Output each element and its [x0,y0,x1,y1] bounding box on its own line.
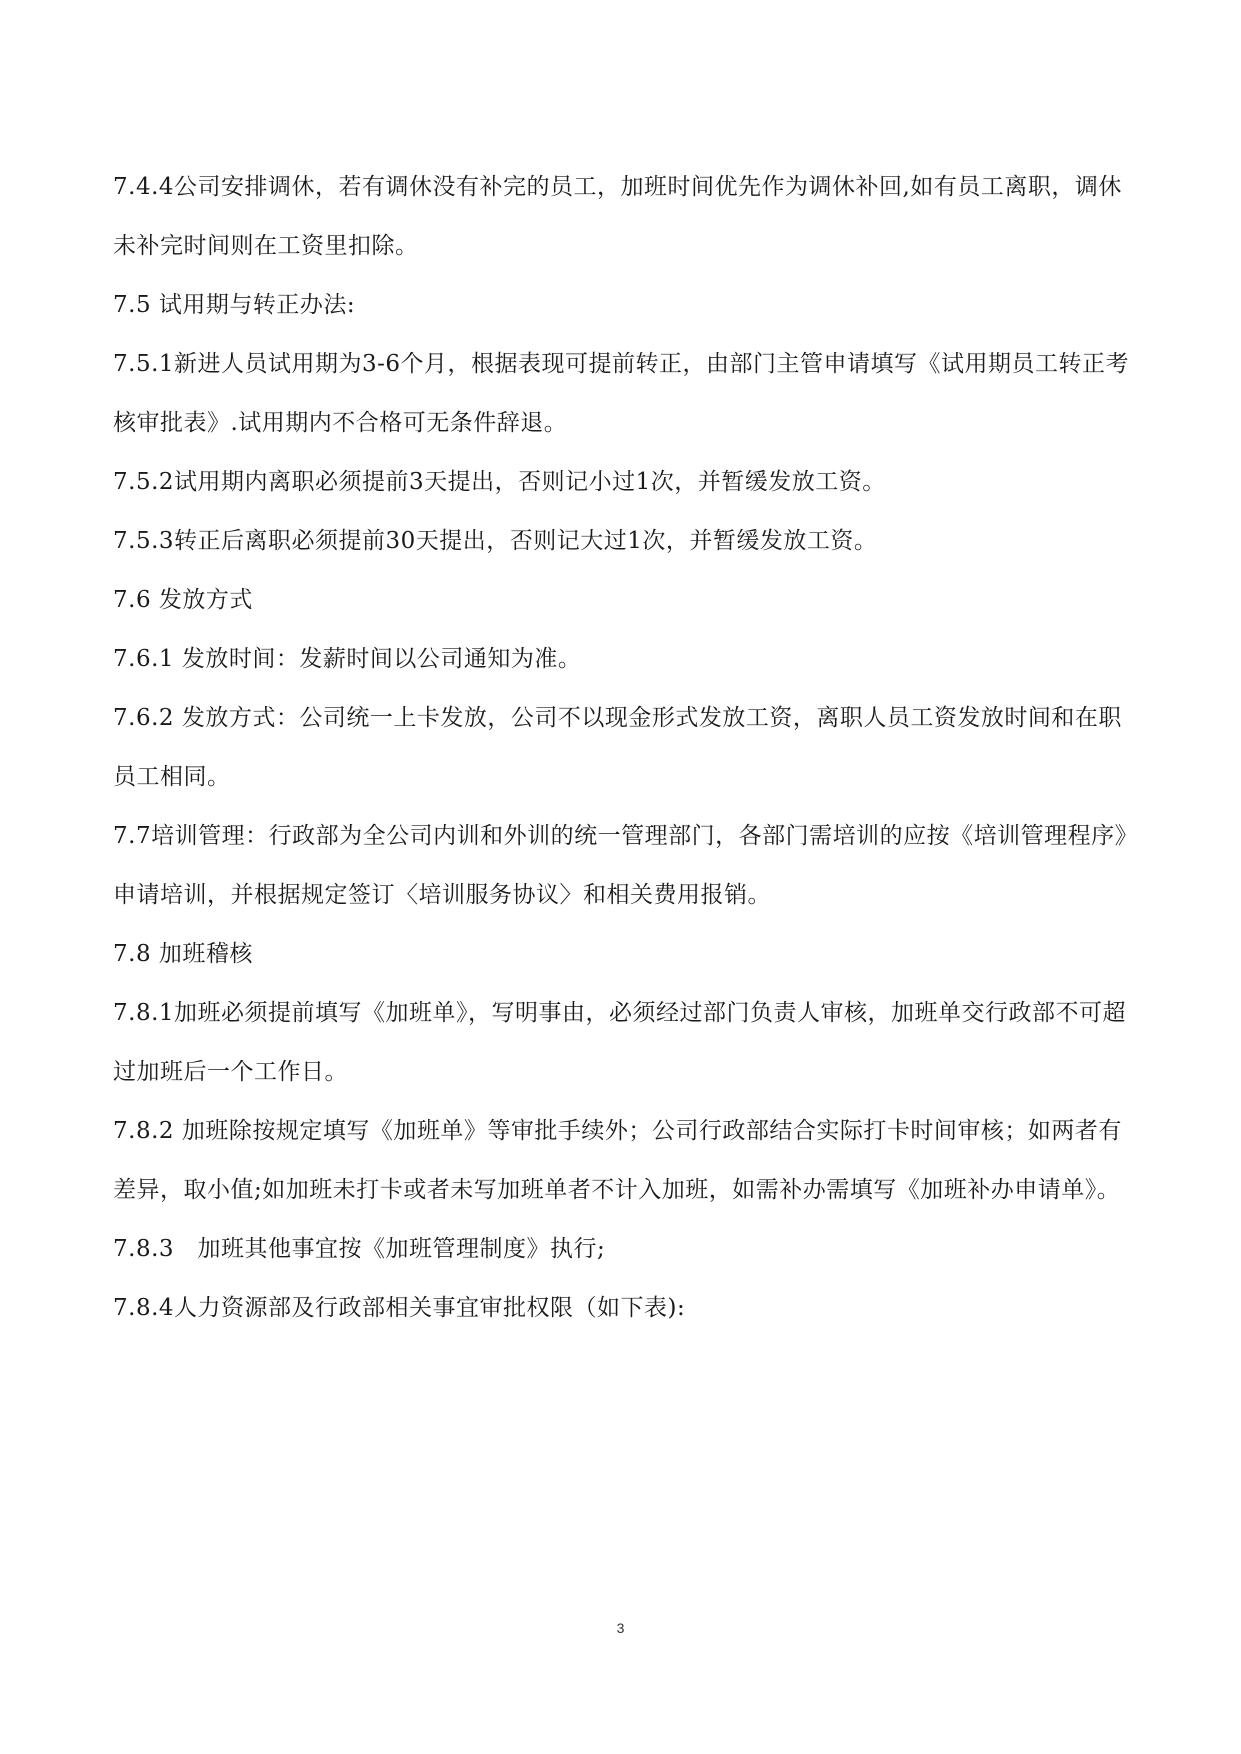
heading-7-8: 7.8 加班稽核 [113,941,253,967]
paragraph-7-6-1: 7.6.1 发放时间：发薪时间以公司通知为准。 [113,646,582,672]
heading-7-6: 7.6 发放方式 [113,587,253,613]
paragraph-7-5-3: 7.5.3转正后离职必须提前30天提出，否则记大过1次，并暂缓发放工资。 [113,528,878,554]
paragraph-7-6-2: 7.6.2 发放方式：公司统一上卡发放，公司不以现金形式发放工资，离职人员工资发放时间和在职员工相同。 [113,705,1122,790]
heading-7-5: 7.5 试用期与转正办法: [113,292,356,318]
paragraph-7-5-1: 7.5.1新进人员试用期为3-6个月，根据表现可提前转正，由部门主管申请填写《试用期员工转正考核审批表》.试用期内不合格可无条件辞退。 [113,351,1130,436]
paragraph-7-8-4: 7.8.4人力资源部及行政部相关事宜审批权限（如下表): [113,1295,686,1321]
paragraph-7-4-4: 7.4.4公司安排调休，若有调休没有补完的员工，加班时间优先作为调休补回,如有员工离职，调休未补完时间则在工资里扣除。 [113,174,1122,259]
page-number: 3 [616,1620,625,1636]
paragraph-7-8-2: 7.8.2 加班除按规定填写《加班单》等审批手续外；公司行政部结合实际打卡时间审核；如两者有差异，取小值;如加班未打卡或者未写加班单者不计入加班，如需补办需填写《加班补办申请单》。 [113,1118,1122,1203]
paragraph-7-8-3: 7.8.3 加班其他事宜按《加班管理制度》执行; [113,1236,606,1262]
paragraph-7-8-1: 7.8.1加班必须提前填写《加班单》，写明事由，必须经过部门负责人审核，加班单交行政部不可超过加班后一个工作日。 [113,1000,1127,1085]
paragraph-7-5-2: 7.5.2试用期内离职必须提前3天提出，否则记小过1次，并暂缓发放工资。 [113,469,886,495]
paragraph-7-7: 7.7培训管理：行政部为全公司内训和外训的统一管理部门，各部门需培训的应按《培训管理程序》申请培训，并根据规定签订〈培训服务协议〉和相关费用报销。 [113,823,1127,908]
document-body [113,158,1133,1338]
